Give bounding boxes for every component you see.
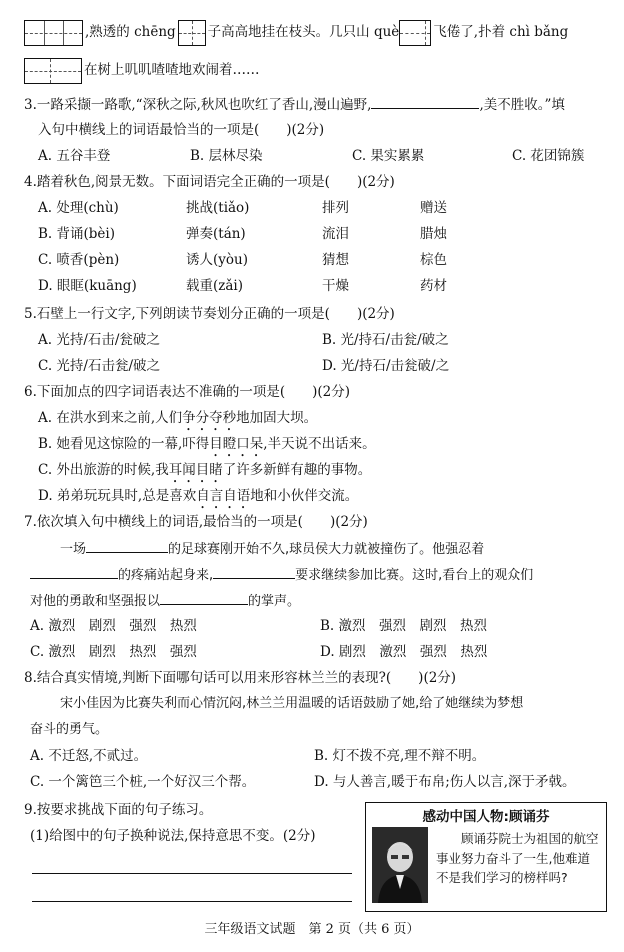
option-d[interactable]: D. 与人善言,暖于布帛;伤人以言,深于矛戟。: [314, 774, 576, 790]
dotted-word: 耳闻目睹: [168, 462, 223, 478]
q6-option-c[interactable]: C. 外出旅游的时候,我耳闻目睹了许多新鲜有趣的事物。: [38, 462, 372, 478]
pinyin-line-2: [24, 56, 614, 84]
option-c[interactable]: C. 一个篱笆三个桩,一个好汉三个帮。: [30, 774, 256, 790]
option-a[interactable]: A. 五谷丰登: [38, 148, 111, 164]
char-grid: [24, 58, 82, 84]
blank-line[interactable]: [86, 538, 168, 553]
q3-stem-2: 入句中横线上的词语最恰当的一项是( )(2分): [38, 122, 325, 138]
q5-stem: 5.石壁上一行文字,下列朗读节奏划分正确的一项是( )(2分): [24, 306, 395, 322]
answer-line[interactable]: [32, 900, 352, 902]
option-a[interactable]: A. 激烈 剧烈 强烈 热烈: [30, 618, 197, 634]
blank-line[interactable]: [371, 94, 479, 109]
q4-row-c[interactable]: C. 喷香(pèn) 诱人(yòu) 猜想 棕色: [38, 252, 447, 268]
card-text: 顾诵芬院士为祖国的航空事业努力奋斗了一生,他难道不是我们学习的榜样吗?: [436, 831, 599, 885]
option-a[interactable]: A. 不迁怒,不贰过。: [30, 748, 148, 764]
q4-row-b[interactable]: B. 背诵(bèi) 弹奏(tán) 流泪 腊烛: [38, 226, 447, 242]
q6-option-a[interactable]: A. 在洪水到来之前,人们争分夺秒地加固大坝。: [38, 410, 318, 426]
option-c[interactable]: C. 激烈 剧烈 热烈 强烈: [30, 644, 197, 660]
dotted-word: 自言自语: [196, 488, 251, 504]
text: 在树上叽叽喳喳地欢闹着……: [84, 62, 260, 78]
portrait-icon: [372, 827, 428, 903]
q4-stem: 4.踏着秋色,阅景无数。下面词语完全正确的一项是( )(2分): [24, 174, 395, 190]
q4-row-d[interactable]: D. 眼眶(kuāng) 载重(zǎi) 干燥 药材: [38, 278, 447, 294]
blank-line[interactable]: [30, 564, 118, 579]
dotted-word: 目瞪口呆: [209, 436, 264, 452]
q8-passage-1: 宋小佳因为比赛失利而心情沉闷,林兰兰用温暖的话语鼓励了她,给了她继续为梦想: [60, 696, 524, 711]
q4-row-a[interactable]: A. 处理(chù) 挑战(tiǎo) 排列 赠送: [38, 200, 447, 216]
char-grid: [24, 20, 83, 46]
q7-options-2: [30, 642, 614, 662]
page-footer: 三年级语文试题 第 2 页（共 6 页）: [204, 922, 420, 937]
option-b[interactable]: B. 光/持石/击瓮/破之: [322, 332, 449, 348]
q8-stem: 8.结合真实情境,判断下面哪句话可以用来形容林兰兰的表现?( )(2分): [24, 670, 457, 686]
option-c[interactable]: C. 光持/石击瓮/破之: [38, 358, 161, 374]
option-b[interactable]: B. 层林尽染: [190, 148, 263, 164]
q7-passage-2: 的疼痛站起身来, 要求继续参加比赛。这时,看台上的观众们: [30, 564, 606, 586]
q6-stem: 6.下面加点的四字词语表达不准确的一项是( )(2分): [24, 384, 351, 400]
q5-options-2: [38, 356, 614, 376]
q9-sub1: (1)给图中的句子换种说法,保持意思不变。(2分): [30, 828, 316, 844]
answer-line[interactable]: [32, 872, 352, 874]
q6-option-d[interactable]: D. 弟弟玩玩具时,总是喜欢自言自语地和小伙伴交流。: [38, 488, 359, 504]
q7-passage-3: 对他的勇敢和坚强报以 的掌声。: [30, 590, 606, 612]
q8-options-2: [30, 772, 614, 792]
q5-options-1: [38, 330, 614, 350]
dotted-word: 争分夺秒: [182, 410, 237, 426]
blank-line[interactable]: [160, 590, 248, 605]
q8-passage-2: 奋斗的勇气。: [30, 722, 109, 737]
q3-stem: 3.一路采撷一路歌,“深秋之际,秋风也吹红了香山,漫山遍野, ,美不胜收。”填: [24, 94, 614, 114]
q7-options-1: [30, 616, 614, 636]
pinyin-line-1: [24, 18, 614, 46]
option-d[interactable]: D. 光/持石/击瓮破/之: [322, 358, 450, 374]
option-a[interactable]: A. 光持/石击/瓮破之: [38, 332, 160, 348]
q3-options: [38, 146, 614, 166]
q7-stem: 7.依次填入句中横线上的词语,最恰当的一项是( )(2分): [24, 514, 368, 530]
text: ,熟透的 chēng: [85, 24, 176, 40]
option-b[interactable]: B. 灯不拨不亮,理不辩不明。: [314, 748, 486, 764]
option-d[interactable]: D. 剧烈 激烈 强烈 热烈: [320, 644, 488, 660]
q9-stem: 9.按要求挑战下面的句子练习。: [24, 802, 213, 818]
option-b[interactable]: B. 激烈 强烈 剧烈 热烈: [320, 618, 488, 634]
text: 子高高地挂在枝头。几只山 què: [207, 24, 400, 40]
card-title: 感动中国人物:顾诵芬: [422, 809, 550, 825]
option-d[interactable]: C. 花团锦簇: [512, 148, 585, 164]
blank-line[interactable]: [213, 564, 295, 579]
text: 飞倦了,扑着 chì bǎng: [433, 24, 569, 40]
char-grid: [178, 20, 206, 46]
portrait-image: [372, 827, 428, 903]
q7-passage-1: 一场 的足球赛刚开始不久,球员侯大力就被撞伤了。他强忍着: [60, 538, 606, 560]
char-grid: [399, 20, 431, 46]
q8-options-1: [30, 746, 614, 766]
q6-option-b[interactable]: B. 她看见这惊险的一幕,吓得目瞪口呆,半天说不出话来。: [38, 436, 376, 452]
option-c[interactable]: C. 果实累累: [352, 148, 425, 164]
person-card: [365, 802, 607, 912]
